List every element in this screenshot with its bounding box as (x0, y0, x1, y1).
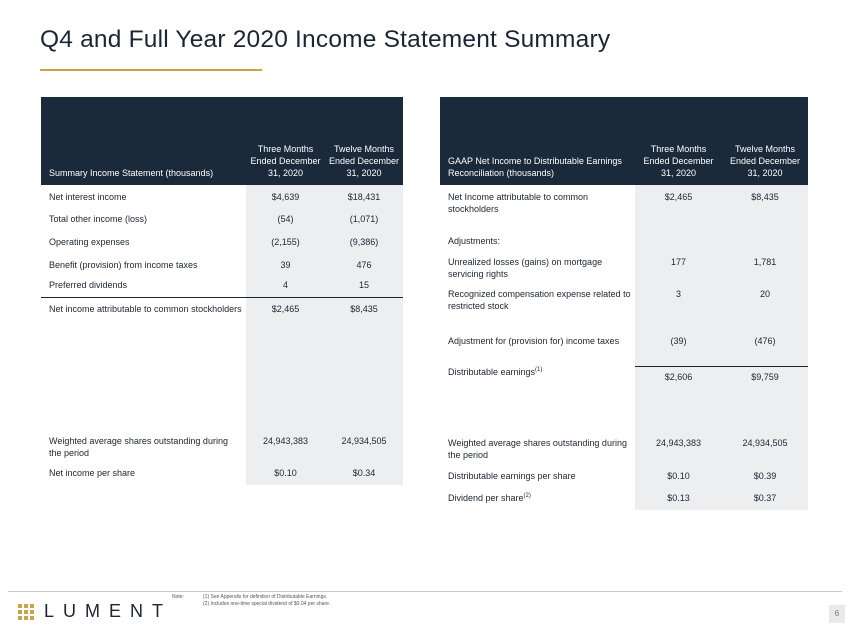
row-value-fy: $0.34 (325, 467, 403, 485)
row-label: Total other income (loss) (49, 214, 148, 224)
row-value-q4: 24,943,383 (246, 435, 325, 467)
row-value-fy: 24,934,505 (722, 437, 808, 470)
row-value-q4: $0.10 (635, 470, 722, 492)
row-label: Weighted average shares outstanding during the period (448, 438, 627, 460)
lument-logo (18, 601, 172, 622)
row-value-q4 (635, 235, 722, 256)
table-row (440, 335, 808, 366)
table-row (440, 437, 808, 470)
row-label: Net income attributable to common stockholders (41, 297, 246, 435)
row-value-q4: $2,465 (246, 297, 325, 435)
row-value-q4: (54) (246, 213, 325, 236)
page-number: 6 (829, 605, 845, 623)
table-row (440, 288, 808, 335)
table-row (41, 279, 403, 297)
table-row (41, 467, 403, 485)
row-value-fy: $0.39 (722, 470, 808, 492)
row-value-q4: $2,465 (635, 191, 722, 235)
table-row (41, 297, 403, 435)
row-value-fy: 15 (325, 279, 403, 297)
footer-divider (8, 591, 842, 592)
row-value-q4: $0.10 (246, 467, 325, 485)
footnotes (203, 594, 330, 608)
table-header-label: GAAP Net Income to Distributable Earnings Reconciliation (thousands) (440, 97, 635, 185)
row-label: Adjustments: (448, 236, 501, 246)
row-value-q4: (39) (635, 335, 722, 366)
row-value-q4: 24,943,383 (635, 437, 722, 470)
row-label-text: Distributable earnings (448, 367, 536, 377)
row-value-fy (722, 235, 808, 256)
row-label: Net income per share (49, 468, 136, 478)
row-value-q4: $0.13 (635, 492, 722, 510)
table-header-three-months: Three Months Ended December 31, 2020 (246, 97, 325, 185)
row-value-fy: $8,435 (722, 191, 808, 235)
page-title: Q4 and Full Year 2020 Income Statement Summary (40, 26, 611, 53)
table-row (41, 213, 403, 236)
row-label-text: Dividend per share (448, 493, 524, 503)
table-row (440, 235, 808, 256)
logo-grid-icon (18, 604, 34, 620)
footnote-marker: (2) (523, 493, 531, 499)
table-row (41, 435, 403, 467)
table-header-twelve-months: Twelve Months Ended December 31, 2020 (722, 97, 808, 185)
row-value-fy: (1,071) (325, 213, 403, 236)
row-label (440, 366, 635, 437)
summary-income-statement-table (41, 97, 403, 485)
row-value-q4: 39 (246, 259, 325, 279)
row-value-fy: 20 (722, 288, 808, 335)
row-label: Unrealized losses (gains) on mortgage servicing rights (448, 257, 603, 279)
row-value-fy: $8,435 (325, 297, 403, 435)
table-header-row (41, 97, 403, 185)
row-value-fy: 1,781 (722, 256, 808, 288)
row-value-fy: 476 (325, 259, 403, 279)
table-row (41, 259, 403, 279)
table-row (440, 256, 808, 288)
table-row (440, 470, 808, 492)
row-value-q4: $4,639 (246, 191, 325, 213)
row-value-q4: 3 (635, 288, 722, 335)
title-underline (40, 69, 262, 71)
row-label: Net Income attributable to common stockholders (448, 192, 589, 214)
table-row (440, 191, 808, 235)
logo-wordmark: LUMENT (44, 601, 173, 621)
row-label: Benefit (provision) from income taxes (49, 260, 198, 270)
row-label (440, 492, 635, 510)
row-label: Adjustment for (provision for) income taxes (448, 336, 620, 346)
table-header-three-months: Three Months Ended December 31, 2020 (635, 97, 722, 185)
row-label: Distributable earnings per share (448, 471, 576, 481)
row-value-fy: 24,934,505 (325, 435, 403, 467)
table-row (41, 191, 403, 213)
row-value-fy: $9,759 (722, 366, 808, 437)
table-header-label: Summary Income Statement (thousands) (41, 97, 246, 185)
row-value-fy: (476) (722, 335, 808, 366)
row-label: Weighted average shares outstanding during the period (49, 436, 228, 458)
row-value-q4: 4 (246, 279, 325, 297)
table-row (41, 236, 403, 259)
table-row (440, 366, 808, 437)
footnote-1: (1) See Appendix for definition of Distributable Earnings. (203, 594, 328, 600)
row-value-fy: $18,431 (325, 191, 403, 213)
footnote-marker: (1) (535, 367, 543, 373)
row-value-fy: $0.37 (722, 492, 808, 510)
row-label: Operating expenses (49, 237, 130, 247)
distributable-earnings-reconciliation-table (440, 97, 808, 510)
row-value-q4: (2,155) (246, 236, 325, 259)
row-label: Net interest income (49, 192, 127, 202)
note-label: Note: (172, 594, 184, 600)
row-label: Preferred dividends (49, 280, 128, 290)
table-row (440, 492, 808, 510)
row-value-q4: 177 (635, 256, 722, 288)
row-value-q4: $2,606 (635, 366, 722, 437)
footnote-2: (2) Includes one-time special dividend of $0.04 per share. (203, 601, 331, 607)
table-header-row (440, 97, 808, 185)
row-label: Recognized compensation expense related to restricted stock (448, 289, 631, 311)
table-header-twelve-months: Twelve Months Ended December 31, 2020 (325, 97, 403, 185)
row-value-fy: (9,386) (325, 236, 403, 259)
